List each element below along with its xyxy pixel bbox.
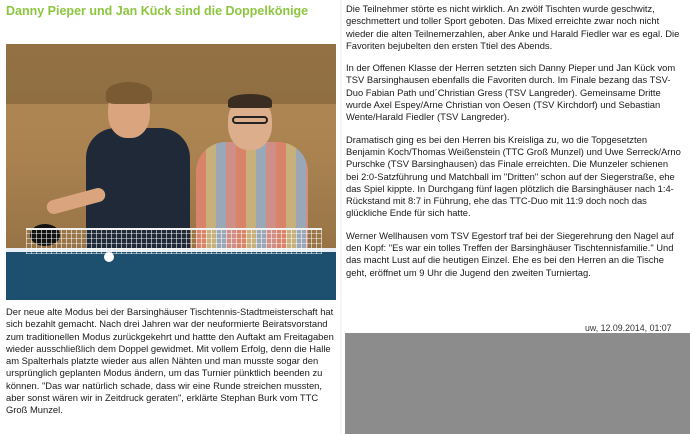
gray-footer-block bbox=[345, 333, 690, 434]
article-headline: Danny Pieper und Jan Kück sind die Doppelkönige bbox=[6, 4, 309, 18]
body-paragraph-2: In der Offenen Klasse der Herren setzten sich Danny Pieper und Jan Kück vom TSV Barsinghausen ebenfalls die Favoriten durch. Im Finale bezang das TSV-Duo Fabian Path und´Christian Gress (TSV Langreder). Gemeinsame Dritte wurde Axel Espey/Arne Christian von Oesen (TSV Kirchdorf) und Sebastian Wente/Harald Fiedler (TSV Langreder). bbox=[346, 62, 676, 123]
player-left-hair bbox=[106, 82, 152, 104]
body-paragraph-4: Werner Wellhausen vom TSV Egestorf traf bei der Siegerehrung den Nagel auf den Kopf: "Es war ein tolles Treffen der Barsinghäuser Tischtennisfamilie." Und das macht Lust auf die heutigen Einzel. Ehe es bei den Herren an die Tische geht, eröffnet um 9 Uhr die Jugend den zweiten Turniertag. bbox=[346, 229, 674, 278]
player-right-glasses bbox=[232, 116, 268, 124]
photo-caption bbox=[6, 306, 340, 417]
body-paragraph-3: Dramatisch ging es bei den Herren bis Kreisliga zu, wo die Topgesetzten Benjamin Koch/Thomas Weißenstein (TTC Groß Munzel) und Uwe Serreck/Arno Purschke (TSV Barsinghausen) das Finale erreichten. Die Munzeler schienen bei 2:0-Satzführung und Matchball im "Dritten" schon auf der Siegerstraße, ehe das Spiel kippte. In Durchgang fünf lagen plötzlich die Barsinghäuser nach 1:4-Rückstand mit 8:7 in Führung, ehe das TTC-Duo mit 11:9 doch noch das glückliche Ende für sich hatte. bbox=[346, 133, 681, 219]
article-photo bbox=[6, 44, 336, 300]
table-tennis-table bbox=[6, 252, 336, 300]
article-body bbox=[346, 3, 683, 285]
author-timestamp: uw, 12.09.2014, 01:07 bbox=[585, 323, 672, 333]
player-right-hair bbox=[228, 94, 272, 108]
table-net bbox=[26, 228, 322, 254]
column-separator bbox=[340, 0, 342, 434]
photo-wall bbox=[6, 44, 336, 104]
ball-icon bbox=[104, 252, 114, 262]
body-paragraph-1: Die Teilnehmer störte es nicht wirklich. An zwölf Tischten wurde geschwitz, geschmettert und toller Sport geboten. Das Mixed erreichte zwar noch nicht wieder die alten Teilnemerzahlen, aber Anke und Harald Fiedler war es egal. Die Favoriten bejubelten den ersten Ttiel des Abends. bbox=[346, 3, 680, 51]
caption-paragraph: Der neue alte Modus bei der Barsinghäuser Tischtennis-Stadtmeisterschaft hat sich bezahlt gemacht. Nach drei Jahren war der neuformierte Beiratsvorstand zum traditionellen Modus zurückgekehrt und hattte den Auftakt am Freitagaben wieder ausschließlich dem Doppel gewidmet. Mit vollem Erfolg, denn die Halle am Spalterhals platzte wieder aus allen Nähten und man musste sogar den ursprünglich geplanten Modus ändern, um das Turnier pünktlich beenden zu können. "Das war natürlich schade, dass wir eine Runde streichen mussten, aber sonst wären wir in Zeitdruck geraten", erklärte Stephan Burk vom TTC Groß Munzel. bbox=[6, 306, 334, 416]
